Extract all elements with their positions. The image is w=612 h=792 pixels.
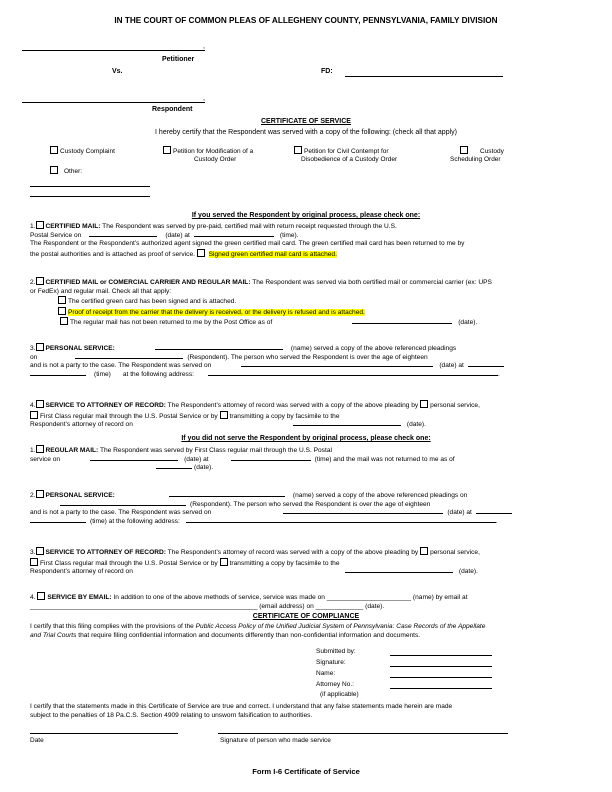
- option-contempt-l2: Disobedience of a Custody Order: [301, 156, 398, 163]
- original-process-heading: If you served the Respondent by original process, please check one:: [191, 212, 421, 219]
- op-section-3: 3. PERSONAL SERVICE: (name) served a copy of the above referenced pleadings on (Respondent). The person who served the Respondent is over the age of eighteen and is not a party to the case. The Respondent was served on (date) at (time) at the following address: .: [30, 343, 580, 379]
- checkbox[interactable]: [58, 307, 66, 315]
- if-applicable-label: (if applicable): [320, 691, 359, 698]
- option-modification[interactable]: Petition for Modification of a: [163, 146, 253, 155]
- checkbox[interactable]: [58, 296, 66, 304]
- nop-section-2: 2. PERSONAL SERVICE: (name) served a copy of the above referenced pleadings on (Respondent). The person who served the Respondent is over the age of eighteen and is not a party to the case. The Respondent was served on (date) at (time) at the following address: .: [30, 490, 580, 526]
- comma-2: ,: [203, 95, 205, 102]
- respondent-line[interactable]: [22, 102, 205, 103]
- nop-section-4: 4. SERVICE BY EMAIL: In addition to one of the above methods of service, service was made on _______________________ (name) by email at ______________________________________________________________ (email address) on _____________ (date).: [30, 594, 468, 610]
- checkbox[interactable]: [420, 400, 428, 408]
- attorney-no-line[interactable]: [390, 688, 492, 689]
- checkbox[interactable]: [30, 558, 38, 566]
- certificate-title: CERTIFICATE OF SERVICE: [261, 118, 351, 125]
- petitioner-label: Petitioner: [162, 56, 195, 63]
- checkbox[interactable]: [36, 277, 44, 285]
- checkbox[interactable]: [163, 146, 171, 154]
- signature-line[interactable]: [390, 666, 492, 667]
- compliance-text: I certify that this filing complies with the provisions of the Public Access Policy of the Unified Judicial System of Pennsylvania: Case Records of the Appellate and Trial Courts that require filing confidential information and documents differently than non-confidential information and documents.: [30, 623, 486, 639]
- comma-1: ,: [203, 43, 205, 50]
- fd-line[interactable]: [345, 76, 503, 77]
- nop-section-1: 1. REGULAR MAIL: The Respondent was served by First Class regular mail through the U.S. Postal service on (date) at (time) and the mail was not returned to me as of (date).: [30, 447, 455, 472]
- respondent-label: Respondent: [152, 106, 193, 113]
- checkbox[interactable]: [197, 249, 205, 257]
- date-label: Date: [30, 737, 44, 744]
- op-section-2: 2. CERTIFIED MAIL or COMERCIAL CARRIER AND REGULAR MAIL: The Respondent was served via both certified mail or commercial carrier (ex: UPS or FedEx) and regular mail. Check all that apply: The certified green card has been signed and is attached. Proof of receipt from the carrier that the delivery is received, or the delivery is refused and is attached. The regular mail has not been returned to me by the Post Office as of (date).: [30, 279, 492, 327]
- checkbox[interactable]: [36, 547, 44, 555]
- checkbox[interactable]: [36, 343, 44, 351]
- checkbox[interactable]: [220, 558, 228, 566]
- checkbox[interactable]: [220, 411, 228, 419]
- checkbox[interactable]: [50, 146, 58, 154]
- statement-text: I certify that the statements made in this Certificate of Service are true and correct. I understand that any false statements made herein are made subject to the penalties of 18 Pa.C.S. Section 4909 relating to unsworn falsification to authorities.: [30, 703, 453, 719]
- certificate-intro: I hereby certify that the Respondent was served with a copy of the following: (check all that apply): [155, 129, 457, 136]
- checkbox[interactable]: [60, 317, 68, 325]
- option-other[interactable]: Other:: [50, 166, 82, 175]
- not-original-process-heading: If you did not serve the Respondent by original process, please check one:: [181, 435, 431, 442]
- checkbox[interactable]: [30, 411, 38, 419]
- submitted-by-label: Submitted by:: [316, 648, 356, 655]
- compliance-title: CERTIFICATE OF COMPLIANCE: [252, 613, 360, 620]
- vs-label: Vs.: [112, 68, 123, 75]
- name-line[interactable]: [390, 677, 492, 678]
- date-line[interactable]: [30, 733, 178, 734]
- checkbox[interactable]: [36, 400, 44, 408]
- checkbox[interactable]: [36, 490, 44, 498]
- checkbox[interactable]: [50, 166, 58, 174]
- op-section-1: 1. CERTIFIED MAIL: The Respondent was served by pre-paid, certified mail with return receipt requested through the U.S. Postal Service on (date) at (time). The Respondent or the Respondent’s authorized agent signed the green certified mail card. The green certified mail card has been returned to me by the postal authorities and is attached as proof of service. Signed green certified mail card is attached.: [30, 223, 465, 258]
- service-signature-label: Signature of person who made service: [220, 737, 331, 744]
- attorney-no-label: Attorney No.:: [316, 681, 354, 688]
- form-title: Form I-6 Certificate of Service: [252, 767, 360, 776]
- option-modification-l2: Custody Order: [194, 156, 237, 163]
- op-section-4: 4. SERVICE TO ATTORNEY OF RECORD: The Respondent’s attorney of record was served with a copy of the above pleading by personal service, First Class regular mail through the U.S. Postal Service or by transmitting a copy by facsimile to the Respondent’s attorney of record on (date).: [30, 402, 480, 429]
- petitioner-line[interactable]: [22, 50, 205, 51]
- service-signature-line[interactable]: [218, 733, 508, 734]
- other-line-1[interactable]: [30, 186, 150, 187]
- option-contempt[interactable]: Petition for Civil Contempt for: [294, 146, 389, 155]
- signature-label: Signature:: [316, 659, 346, 666]
- checkbox[interactable]: [420, 547, 428, 555]
- option-scheduling-l2: Scheduling Order: [450, 156, 501, 163]
- name-label: Name:: [316, 670, 336, 677]
- other-line-2[interactable]: [30, 196, 150, 197]
- nop-section-3: 3. SERVICE TO ATTORNEY OF RECORD: The Respondent’s attorney of record was served with a copy of the above pleading by personal service, First Class regular mail through the U.S. Postal Service or by transmitting a copy by facsimile to the Respondent’s attorney of record on (date).: [30, 549, 480, 576]
- checkbox[interactable]: [37, 592, 45, 600]
- highlight-proof-receipt: Proof of receipt from the carrier that the delivery is received, or the delivery is refused and is attached.: [68, 308, 365, 316]
- court-title: IN THE COURT OF COMMON PLEAS OF ALLEGHENY COUNTY, PENNSYLVANIA, FAMILY DIVISION: [114, 16, 498, 25]
- checkbox[interactable]: [36, 445, 44, 453]
- fd-label: FD:: [321, 68, 333, 75]
- checkbox[interactable]: [460, 146, 468, 154]
- checkbox[interactable]: [294, 146, 302, 154]
- highlight-signed-card: Signed green certified mail card is attached.: [208, 250, 337, 258]
- submitted-by-line[interactable]: [390, 655, 492, 656]
- checkbox[interactable]: [36, 221, 44, 229]
- option-scheduling[interactable]: Custody: [460, 146, 504, 155]
- option-custody-complaint[interactable]: Custody Complaint: [50, 146, 115, 155]
